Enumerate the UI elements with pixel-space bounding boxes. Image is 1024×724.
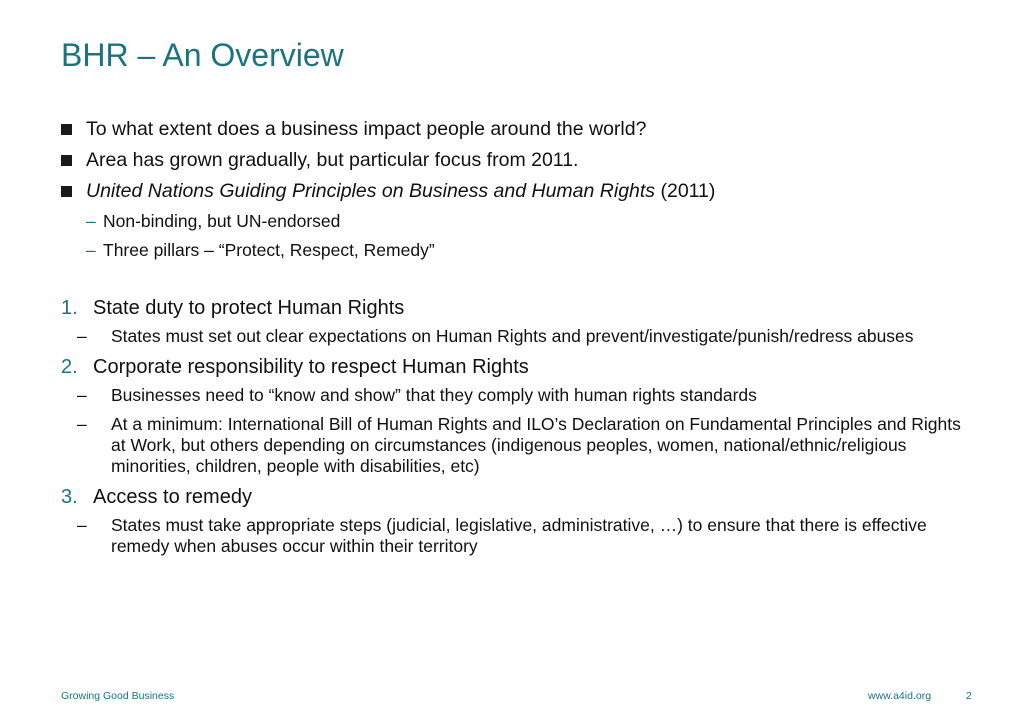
sub-bullet-text: Three pillars – “Protect, Respect, Remedy” [103,240,435,260]
bullet-text: Area has grown gradually, but particular focus from 2011. [86,149,579,171]
bullet-list [61,117,981,268]
pillar-heading [61,485,981,515]
pillar-point-text: States must take appropriate steps (judicial, legislative, administrative, …) to ensure that there is effective remedy when abuses occur within their territory [111,515,927,556]
sub-bullet-item [61,239,981,268]
pillar-list [61,296,981,565]
dash-icon: – [77,515,87,535]
pillar-heading [61,296,981,326]
dash-icon: – [86,211,96,231]
bullet-year-text: (2011) [655,180,716,202]
dash-icon: – [86,240,96,260]
bullet-text: To what extent does a business impact people around the world? [86,118,647,140]
bullet-item [61,117,981,148]
sub-bullet-item [61,210,981,239]
footer-tagline: Growing Good Business [61,690,175,702]
dash-icon: – [77,385,87,405]
pillar-point-text: At a minimum: International Bill of Human Rights and ILO’s Declaration on Fundamental Principles and Rights at Work, but others depending on circumstances (indigenous peoples, women, national/ethnic/religious minorities, children, people with disabilities, etc) [111,414,961,476]
bullet-italic-text: United Nations Guiding Principles on Business and Human Rights [86,180,656,202]
pillar-point [61,326,981,347]
pillar-number: 2. [61,356,78,378]
pillar-title: Access to remedy [93,486,252,508]
pillar-number: 3. [61,486,78,508]
slide-title: BHR – An Overview [61,37,344,73]
bullet-text [86,179,715,203]
pillar-point-text: Businesses need to “know and show” that they comply with human rights standards [111,385,757,405]
bullet-item [61,179,981,210]
footer-url: www.a4id.org [868,690,932,702]
pillar-point [61,515,981,557]
dash-icon: – [77,414,87,434]
pillar-point-text: States must set out clear expectations on Human Rights and prevent/investigate/punish/redress abuses [111,326,914,346]
square-bullet-icon [61,124,72,135]
pillar-point [61,385,981,406]
sub-bullet-text: Non-binding, but UN-endorsed [103,211,341,231]
square-bullet-icon [61,186,72,197]
bullet-item [61,148,981,179]
pillar-number: 1. [61,297,78,319]
square-bullet-icon [61,155,72,166]
pillar-title: State duty to protect Human Rights [93,297,405,319]
page-number: 2 [966,690,972,702]
pillar-title: Corporate responsibility to respect Human Rights [93,356,529,378]
dash-icon: – [77,326,87,346]
pillar-point [61,414,981,477]
pillar-heading [61,355,981,385]
